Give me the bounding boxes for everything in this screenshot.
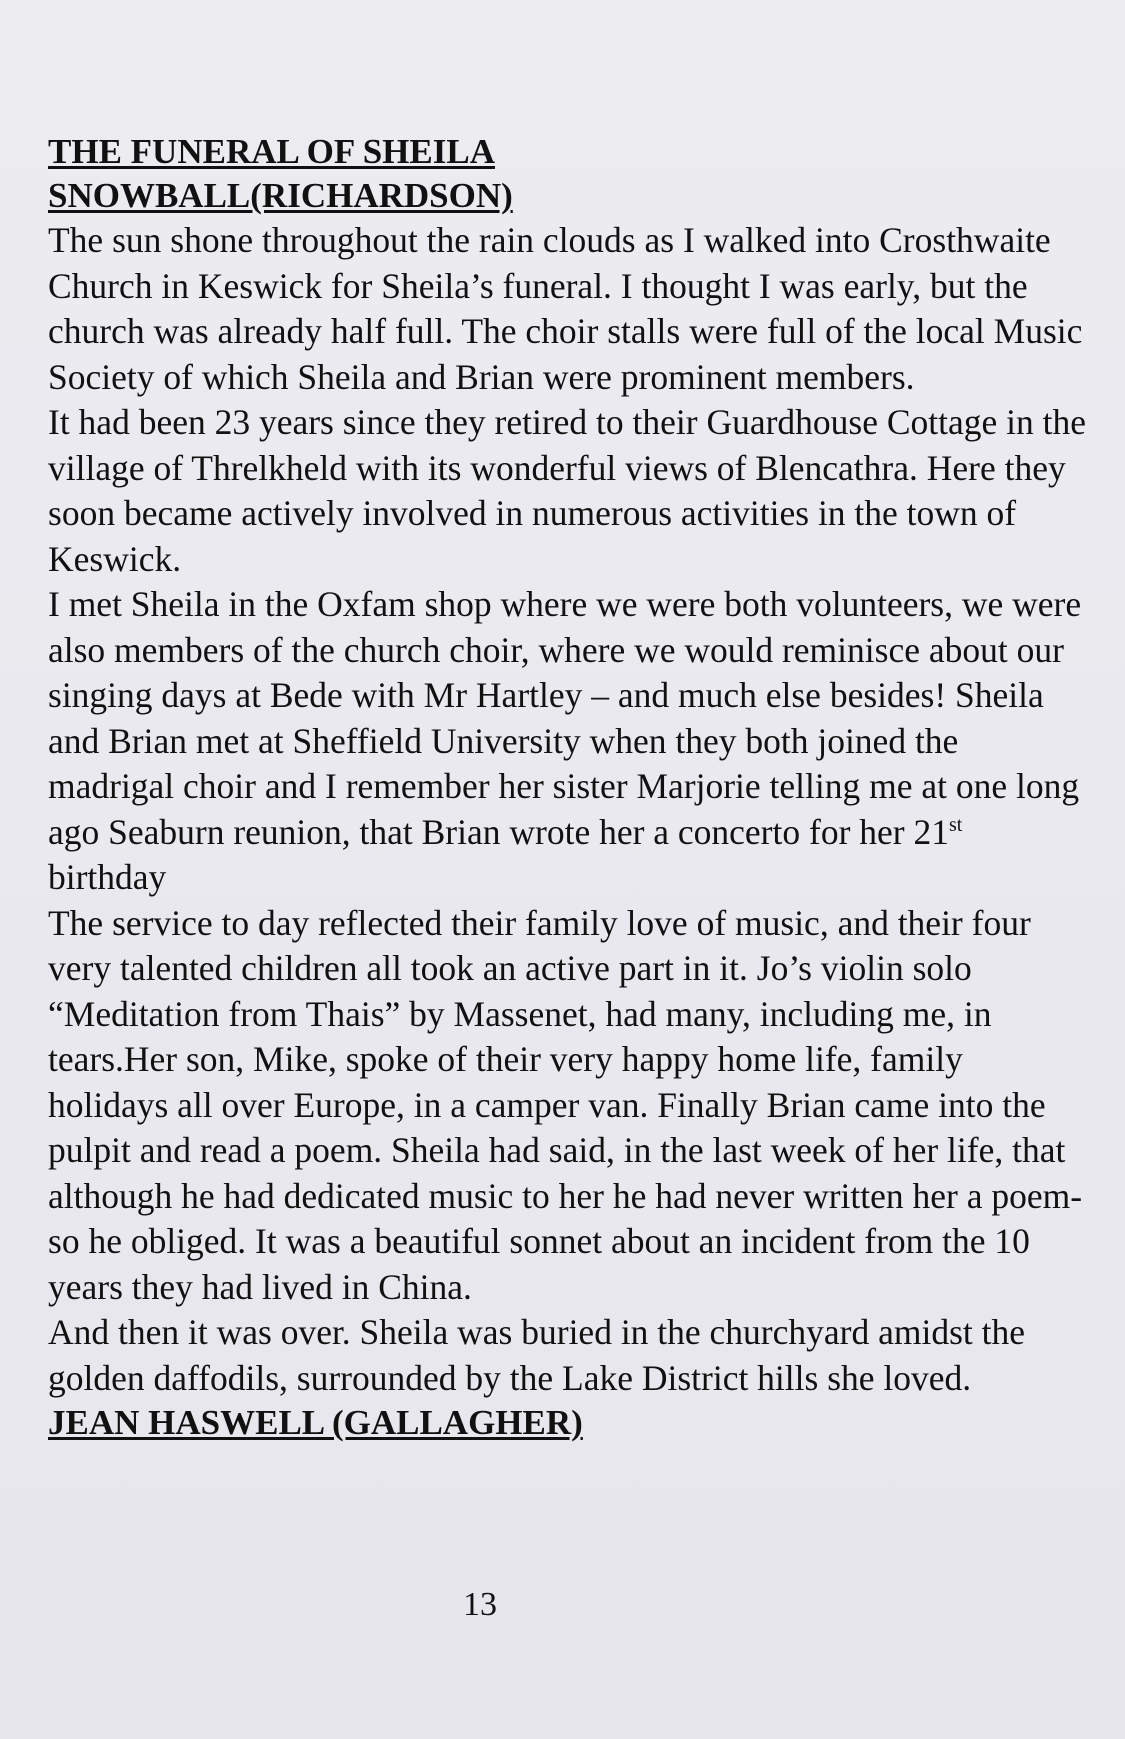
paragraph: The sun shone throughout the rain clouds as I walked into Crosthwaite Church in Keswick for Sheila’s funeral. I thought I was early, but the church was already half full. The choir stalls were full of the local Music Society of which Sheila and Brian were prominent members. [48, 220, 1083, 397]
ordinal-suffix: st [948, 813, 963, 836]
page-number: 13 [463, 1586, 497, 1623]
paragraph-text: I met Sheila in the Oxfam shop where we were both volunteers, we were also members of the church choir, where we would reminisce about our singing days at Bede with Mr Hartley – and much else besides! Sheila and Brian met at Sheffield University when they both joined the madrigal choir and I remember her sister Marjorie telling me at one long ago Seaburn reunion, that Brian wrote her a concerto for her 21 [48, 584, 1082, 852]
article-title: THE FUNERAL OF SHEILA SNOWBALL(RICHARDSON) [48, 132, 513, 215]
paragraph: The service to day reflected their family love of music, and their four very talented children all took an active part in it. Jo’s violin solo “Meditation from Thais” by Massenet, had many, including me, in tears.Her son, Mike, spoke of their very happy home life, family holidays all over Europe, in a camper van. Finally Brian came into the pulpit and read a poem. Sheila had said, in the last week of her life, that although he had dedicated music to her he had never written her a poem-so he obliged. It was a beautiful sonnet about an incident from the 10 years they had lived in China. [48, 902, 1083, 1307]
paragraph [48, 582, 1088, 901]
paragraph: And then it was over. Sheila was buried in the churchyard amidst the golden daffodils, surrounded by the Lake District hills she loved. [48, 1312, 1025, 1398]
article-author: JEAN HASWELL (GALLAGHER) [48, 1403, 583, 1442]
article-body [48, 130, 1088, 1445]
paragraph: It had been 23 years since they retired to their Guardhouse Cottage in the village of Threlkheld with its wonderful views of Blencathra. Here they soon became actively involved in numerous activities in the town of Keswick. [48, 402, 1087, 579]
paragraph-text: birthday [48, 857, 167, 897]
